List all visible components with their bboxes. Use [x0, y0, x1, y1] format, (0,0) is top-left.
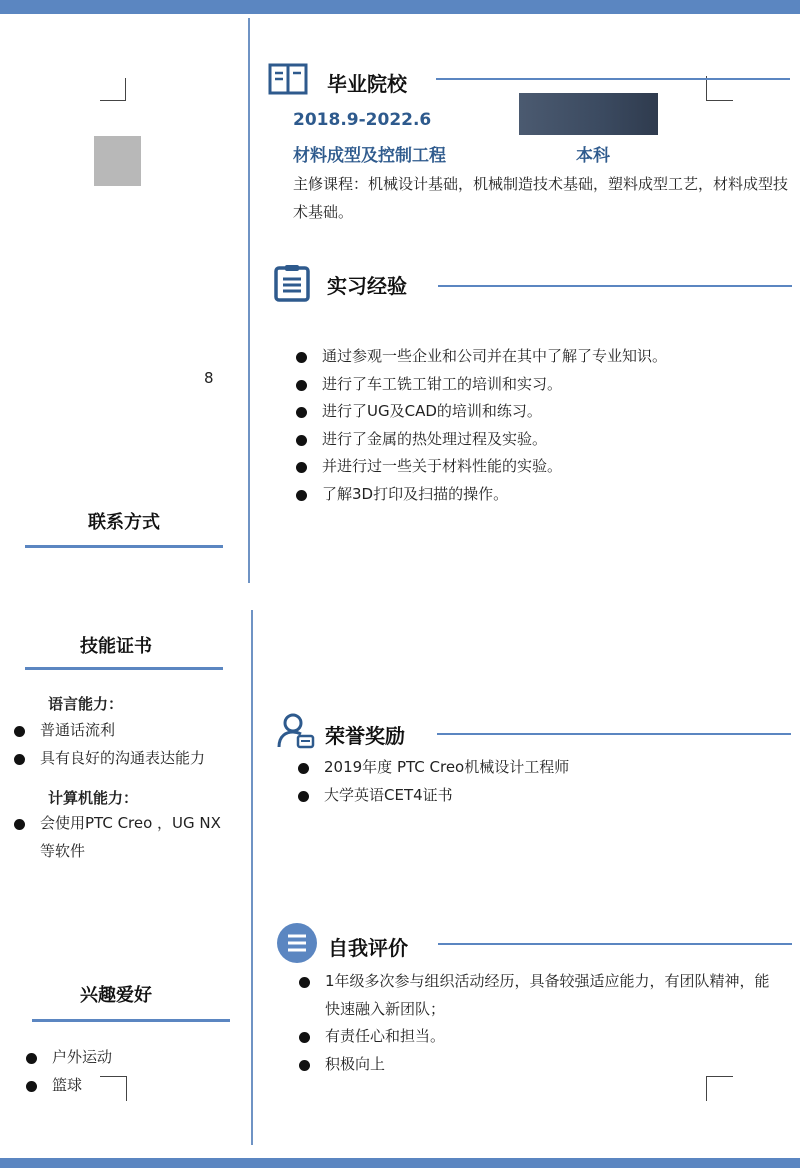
top-bar	[0, 0, 800, 14]
contact-fragment: 8	[204, 369, 214, 387]
education-courses: 主修课程：机械设计基础，机械制造技术基础，塑料成型工艺，材料成型技术基础。	[293, 175, 789, 221]
hobby-list	[24, 1044, 124, 1099]
book-icon	[268, 62, 308, 100]
computer-list	[12, 810, 237, 865]
divider-upper	[248, 18, 250, 583]
bullet-dot-icon	[14, 726, 25, 737]
bullet-dot-icon	[296, 435, 307, 446]
self-eval-line	[438, 943, 792, 945]
language-list	[12, 717, 237, 772]
clipboard-icon	[272, 263, 312, 307]
list-item: 积极向上	[297, 1051, 777, 1079]
bullet-dot-icon	[26, 1081, 37, 1092]
list-item: 户外运动	[24, 1044, 124, 1072]
education-title: 毕业院校	[327, 72, 407, 96]
honors-list	[296, 754, 786, 809]
contact-underline	[25, 545, 223, 548]
bullet-dot-icon	[14, 754, 25, 765]
list-item: 通过参观一些企业和公司并在其中了解了专业知识。	[294, 343, 784, 371]
self-eval-list	[297, 968, 777, 1078]
list-item: 大学英语CET4证书	[296, 782, 786, 810]
divider-lower	[251, 610, 253, 1145]
list-circle-icon	[276, 922, 318, 968]
education-major: 材料成型及控制工程	[293, 146, 446, 166]
list-item: 会使用PTC Creo ，UG NX 等软件	[12, 810, 237, 865]
list-item: 普通话流利	[12, 717, 237, 745]
internship-line	[438, 285, 792, 287]
education-degree: 本科	[576, 146, 610, 166]
bullet-dot-icon	[14, 819, 25, 830]
bullet-dot-icon	[296, 462, 307, 473]
honors-title: 荣誉奖励	[325, 724, 405, 748]
bullet-dot-icon	[296, 380, 307, 391]
list-item: 2019年度 PTC Creo机械设计工程师	[296, 754, 786, 782]
hobby-title: 兴趣爱好	[80, 985, 152, 1006]
skills-underline	[25, 667, 223, 670]
avatar-placeholder	[94, 136, 141, 186]
user-badge-icon	[276, 711, 316, 755]
bullet-dot-icon	[299, 1060, 310, 1071]
bullet-dot-icon	[299, 977, 310, 988]
language-label: 语言能力：	[48, 695, 124, 713]
education-date: 2018.9-2022.6	[293, 110, 432, 130]
bullet-dot-icon	[26, 1053, 37, 1064]
bullet-dot-icon	[296, 407, 307, 418]
list-item: 有责任心和担当。	[297, 1023, 777, 1051]
internship-title: 实习经验	[327, 274, 407, 298]
corner-mark	[706, 1076, 733, 1101]
list-item: 并进行过一些关于材料性能的实验。	[294, 453, 784, 481]
computer-label: 计算机能力：	[48, 789, 139, 807]
bottom-bar	[0, 1158, 800, 1168]
list-item: 1年级多次参与组织活动经历，具备较强适应能力，有团队精神，能快速融入新团队；	[297, 968, 777, 1023]
list-item: 进行了车工铣工钳工的培训和实习。	[294, 371, 784, 399]
honors-line	[437, 733, 791, 735]
bullet-dot-icon	[298, 763, 309, 774]
corner-mark	[100, 78, 126, 101]
contact-title: 联系方式	[88, 512, 160, 533]
education-line	[436, 78, 790, 80]
skills-title: 技能证书	[80, 636, 152, 657]
bullet-dot-icon	[296, 490, 307, 501]
hobby-underline	[32, 1019, 230, 1022]
internship-list	[294, 343, 784, 508]
redaction-block	[519, 93, 658, 135]
list-item: 具有良好的沟通表达能力	[12, 745, 237, 773]
bullet-dot-icon	[299, 1032, 310, 1043]
list-item: 进行了UG及CAD的培训和练习。	[294, 398, 784, 426]
list-item: 进行了金属的热处理过程及实验。	[294, 426, 784, 454]
list-item: 篮球	[24, 1072, 124, 1100]
bullet-dot-icon	[296, 352, 307, 363]
list-item: 了解3D打印及扫描的操作。	[294, 481, 784, 509]
bullet-dot-icon	[298, 791, 309, 802]
self-eval-title: 自我评价	[328, 936, 408, 960]
